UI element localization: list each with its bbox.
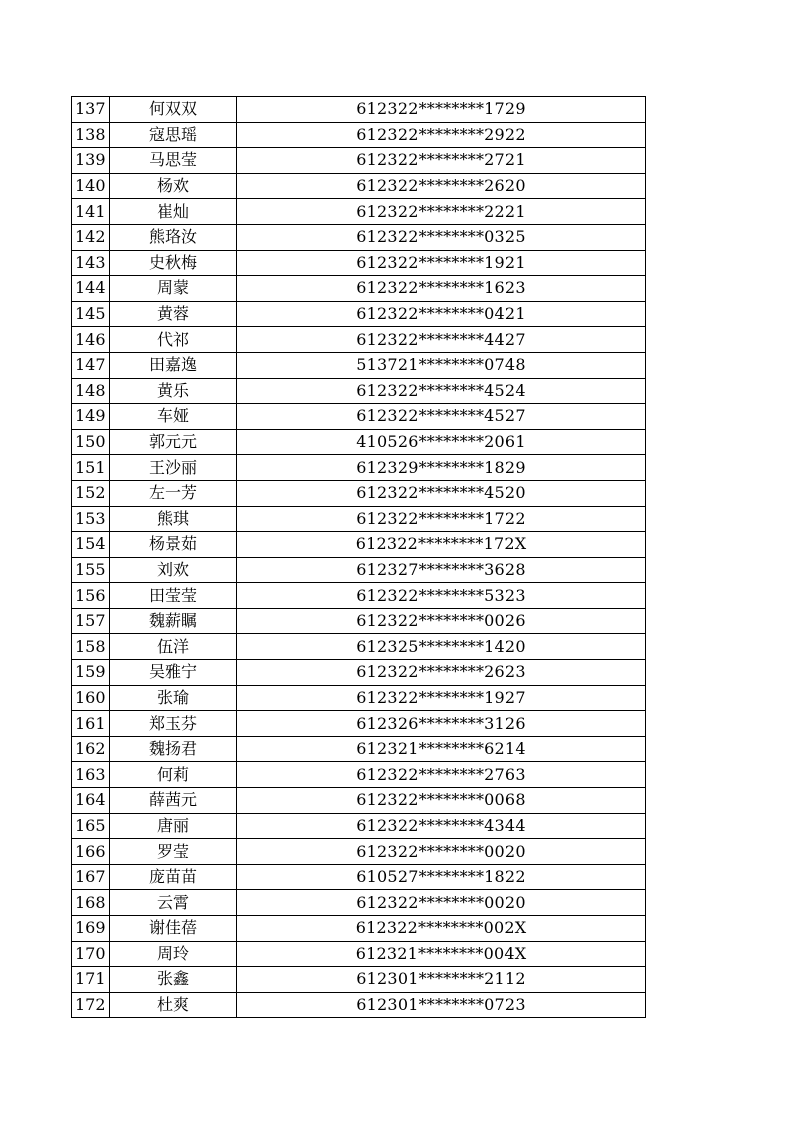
- table-row: [72, 685, 646, 711]
- name-cell: 周蒙: [110, 276, 237, 302]
- table-row: [72, 864, 646, 890]
- row-number-cell: 169: [72, 916, 110, 942]
- table-row: [72, 634, 646, 660]
- table-row: [72, 122, 646, 148]
- row-number-cell: 153: [72, 506, 110, 532]
- table-row: [72, 532, 646, 558]
- table-row: [72, 327, 646, 353]
- name-cell: 田嘉逸: [110, 352, 237, 378]
- name-cell: 刘欢: [110, 557, 237, 583]
- row-number-cell: 155: [72, 557, 110, 583]
- id-number-cell: 612322********1927: [237, 685, 646, 711]
- name-cell: 寇思瑶: [110, 122, 237, 148]
- table-row: [72, 276, 646, 302]
- row-number-cell: 154: [72, 532, 110, 558]
- row-number-cell: 161: [72, 711, 110, 737]
- row-number-cell: 160: [72, 685, 110, 711]
- name-cell: 史秋梅: [110, 250, 237, 276]
- table-row: [72, 736, 646, 762]
- name-cell: 崔灿: [110, 199, 237, 225]
- id-number-cell: 612301********0723: [237, 992, 646, 1018]
- table-row: [72, 480, 646, 506]
- name-cell: 伍洋: [110, 634, 237, 660]
- id-number-cell: 612322********4344: [237, 813, 646, 839]
- table-row: [72, 711, 646, 737]
- table-row: [72, 404, 646, 430]
- row-number-cell: 150: [72, 429, 110, 455]
- row-number-cell: 172: [72, 992, 110, 1018]
- table-row: [72, 455, 646, 481]
- id-number-cell: 612322********1623: [237, 276, 646, 302]
- table-row: [72, 429, 646, 455]
- name-cell: 杨欢: [110, 173, 237, 199]
- row-number-cell: 163: [72, 762, 110, 788]
- row-number-cell: 141: [72, 199, 110, 225]
- name-cell: 唐丽: [110, 813, 237, 839]
- id-number-cell: 612322********4524: [237, 378, 646, 404]
- name-cell: 何莉: [110, 762, 237, 788]
- table-row: [72, 352, 646, 378]
- row-number-cell: 168: [72, 890, 110, 916]
- table-row: [72, 890, 646, 916]
- name-cell: 周玲: [110, 941, 237, 967]
- id-number-cell: 612322********2623: [237, 660, 646, 686]
- name-cell: 吴雅宁: [110, 660, 237, 686]
- table-row: [72, 199, 646, 225]
- table-row: [72, 608, 646, 634]
- row-number-cell: 170: [72, 941, 110, 967]
- name-cell: 魏扬君: [110, 736, 237, 762]
- id-number-cell: 612322********2922: [237, 122, 646, 148]
- table-row: [72, 557, 646, 583]
- id-number-cell: 612321********004X: [237, 941, 646, 967]
- id-number-cell: 410526********2061: [237, 429, 646, 455]
- id-number-cell: 612322********1921: [237, 250, 646, 276]
- name-cell: 熊珞汝: [110, 224, 237, 250]
- id-number-cell: 612322********0421: [237, 301, 646, 327]
- name-cell: 黄蓉: [110, 301, 237, 327]
- row-number-cell: 137: [72, 97, 110, 123]
- roster-table-body: [72, 97, 646, 1018]
- name-cell: 谢佳蓓: [110, 916, 237, 942]
- name-cell: 罗莹: [110, 839, 237, 865]
- name-cell: 何双双: [110, 97, 237, 123]
- table-row: [72, 148, 646, 174]
- id-number-cell: 513721********0748: [237, 352, 646, 378]
- row-number-cell: 149: [72, 404, 110, 430]
- table-row: [72, 762, 646, 788]
- name-cell: 薛茜元: [110, 788, 237, 814]
- table-row: [72, 173, 646, 199]
- row-number-cell: 156: [72, 583, 110, 609]
- name-cell: 张瑜: [110, 685, 237, 711]
- name-cell: 王沙丽: [110, 455, 237, 481]
- name-cell: 郭元元: [110, 429, 237, 455]
- id-number-cell: 612329********1829: [237, 455, 646, 481]
- id-number-cell: 612322********2221: [237, 199, 646, 225]
- id-number-cell: 612322********2763: [237, 762, 646, 788]
- row-number-cell: 164: [72, 788, 110, 814]
- id-number-cell: 612322********4527: [237, 404, 646, 430]
- name-cell: 张鑫: [110, 967, 237, 993]
- table-row: [72, 97, 646, 123]
- id-number-cell: 612322********4520: [237, 480, 646, 506]
- row-number-cell: 138: [72, 122, 110, 148]
- row-number-cell: 140: [72, 173, 110, 199]
- id-number-cell: 612322********2721: [237, 148, 646, 174]
- row-number-cell: 152: [72, 480, 110, 506]
- table-row: [72, 967, 646, 993]
- name-cell: 杜爽: [110, 992, 237, 1018]
- row-number-cell: 148: [72, 378, 110, 404]
- id-number-cell: 612322********0020: [237, 890, 646, 916]
- row-number-cell: 167: [72, 864, 110, 890]
- table-row: [72, 813, 646, 839]
- id-number-cell: 612322********5323: [237, 583, 646, 609]
- table-row: [72, 506, 646, 532]
- name-cell: 车娅: [110, 404, 237, 430]
- id-number-cell: 612322********172X: [237, 532, 646, 558]
- row-number-cell: 146: [72, 327, 110, 353]
- row-number-cell: 165: [72, 813, 110, 839]
- name-cell: 庞苗苗: [110, 864, 237, 890]
- id-number-cell: 612322********0068: [237, 788, 646, 814]
- name-cell: 熊琪: [110, 506, 237, 532]
- row-number-cell: 139: [72, 148, 110, 174]
- id-number-cell: 612322********4427: [237, 327, 646, 353]
- name-cell: 郑玉芬: [110, 711, 237, 737]
- name-cell: 左一芳: [110, 480, 237, 506]
- table-row: [72, 916, 646, 942]
- name-cell: 云霄: [110, 890, 237, 916]
- table-row: [72, 992, 646, 1018]
- name-cell: 马思莹: [110, 148, 237, 174]
- name-cell: 杨景茹: [110, 532, 237, 558]
- row-number-cell: 158: [72, 634, 110, 660]
- id-number-cell: 612322********1729: [237, 97, 646, 123]
- id-number-cell: 612321********6214: [237, 736, 646, 762]
- table-row: [72, 378, 646, 404]
- table-row: [72, 788, 646, 814]
- id-number-cell: 612325********1420: [237, 634, 646, 660]
- row-number-cell: 162: [72, 736, 110, 762]
- table-row: [72, 250, 646, 276]
- id-number-cell: 612322********0026: [237, 608, 646, 634]
- name-cell: 魏薪瞩: [110, 608, 237, 634]
- row-number-cell: 157: [72, 608, 110, 634]
- row-number-cell: 143: [72, 250, 110, 276]
- id-number-cell: 612322********002X: [237, 916, 646, 942]
- row-number-cell: 159: [72, 660, 110, 686]
- id-number-cell: 612301********2112: [237, 967, 646, 993]
- roster-table: [71, 96, 646, 1018]
- id-number-cell: 612322********1722: [237, 506, 646, 532]
- id-number-cell: 612322********2620: [237, 173, 646, 199]
- row-number-cell: 151: [72, 455, 110, 481]
- id-number-cell: 610527********1822: [237, 864, 646, 890]
- row-number-cell: 145: [72, 301, 110, 327]
- row-number-cell: 147: [72, 352, 110, 378]
- table-row: [72, 839, 646, 865]
- name-cell: 代祁: [110, 327, 237, 353]
- row-number-cell: 142: [72, 224, 110, 250]
- id-number-cell: 612322********0020: [237, 839, 646, 865]
- id-number-cell: 612322********0325: [237, 224, 646, 250]
- row-number-cell: 144: [72, 276, 110, 302]
- table-row: [72, 583, 646, 609]
- table-row: [72, 941, 646, 967]
- row-number-cell: 171: [72, 967, 110, 993]
- name-cell: 田莹莹: [110, 583, 237, 609]
- row-number-cell: 166: [72, 839, 110, 865]
- table-row: [72, 660, 646, 686]
- id-number-cell: 612327********3628: [237, 557, 646, 583]
- id-number-cell: 612326********3126: [237, 711, 646, 737]
- name-cell: 黄乐: [110, 378, 237, 404]
- table-row: [72, 224, 646, 250]
- table-row: [72, 301, 646, 327]
